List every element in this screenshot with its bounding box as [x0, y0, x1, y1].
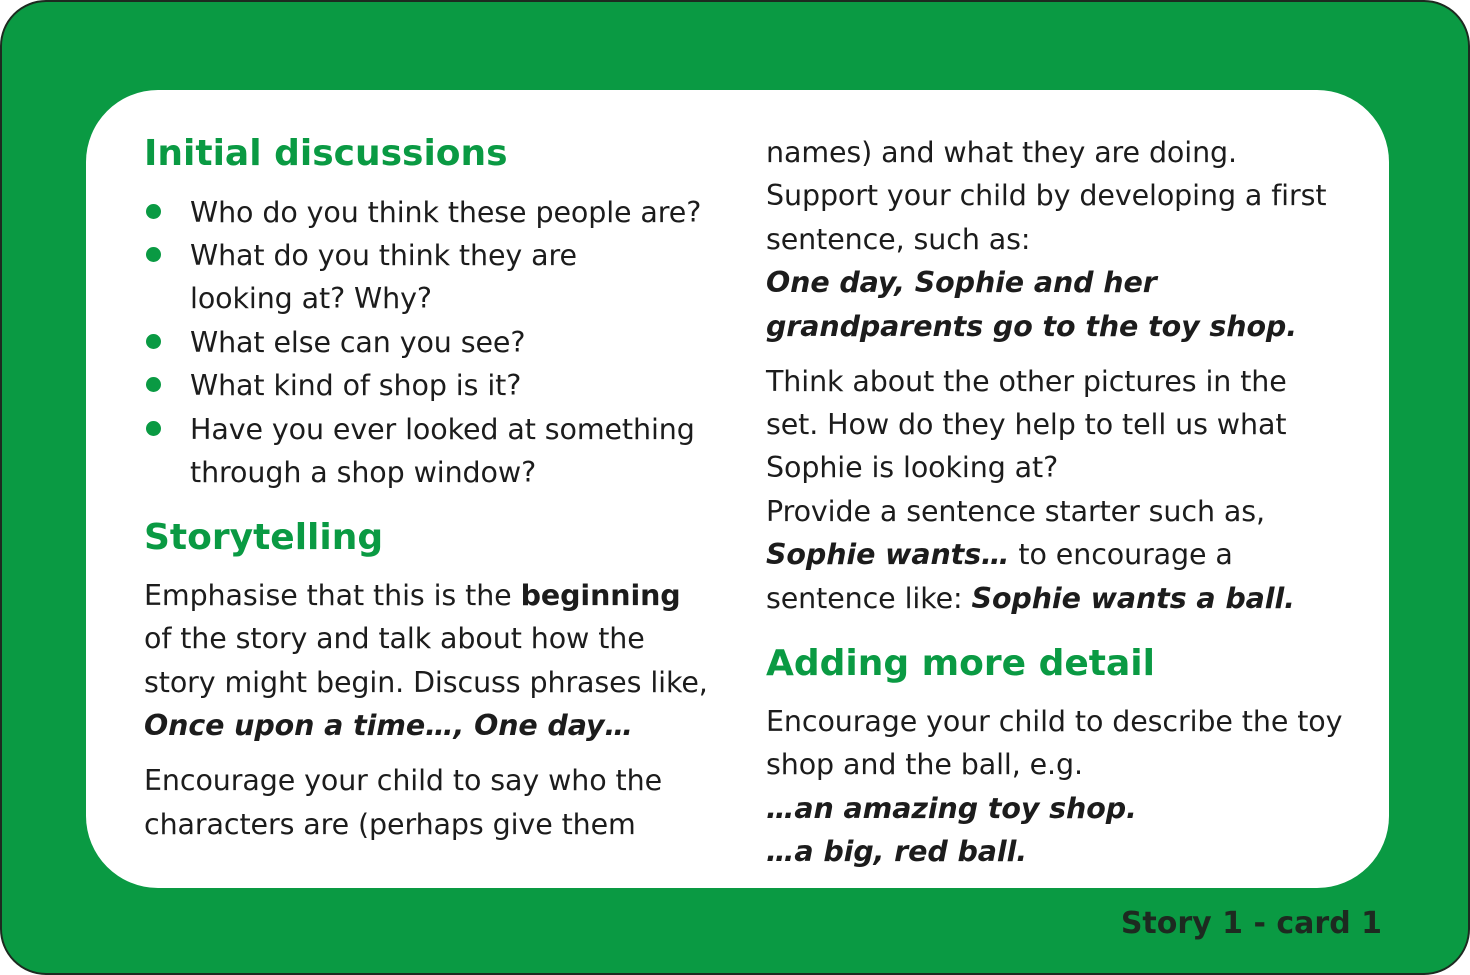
- paragraph-line: Sophie is looking at?: [766, 451, 1059, 484]
- storytelling-paragraph-line: Encourage your child to say who the: [144, 764, 663, 797]
- emphasis-text: beginning: [520, 579, 681, 612]
- paragraph-line: Provide a sentence starter such as,: [766, 495, 1265, 528]
- list-item-text: looking at? Why?: [190, 282, 432, 315]
- bullet-icon: [146, 334, 161, 349]
- bullet-icon: [146, 377, 161, 392]
- example-sentence: Sophie wants a ball.: [971, 582, 1295, 615]
- paragraph-line: set. How do they help to tell us what: [766, 408, 1287, 441]
- card-label: Story 1 - card 1: [1120, 906, 1382, 941]
- text-run: Emphasise that this is the: [144, 579, 521, 612]
- example-phrases: Once upon a time…, One day…: [144, 709, 633, 742]
- storytelling-paragraph-line: [144, 576, 681, 616]
- content-panel: [86, 90, 1389, 888]
- sentence-starter: Sophie wants…: [766, 538, 1010, 571]
- paragraph-line: sentence, such as:: [766, 223, 1031, 256]
- paragraph-line: [766, 535, 1233, 575]
- paragraph-line: Support your child by developing a first: [766, 179, 1327, 212]
- example-sentence: grandparents go to the toy shop.: [766, 310, 1297, 343]
- bullet-icon: [146, 247, 161, 262]
- text-run: sentence like:: [766, 582, 972, 615]
- list-item-text: Have you ever looked at something: [190, 413, 695, 446]
- paragraph-line: [766, 579, 1295, 619]
- storytelling-paragraph-line: characters are (perhaps give them: [144, 808, 636, 841]
- list-item-text: What do you think they are: [190, 239, 577, 272]
- list-item-text: What else can you see?: [190, 326, 526, 359]
- adding-more-detail-heading: Adding more detail: [766, 643, 1155, 684]
- text-run: to encourage a: [1009, 538, 1233, 571]
- initial-discussions-heading: Initial discussions: [144, 133, 508, 174]
- example-sentence: One day, Sophie and her: [766, 266, 1157, 299]
- list-item-text: What kind of shop is it?: [190, 369, 522, 402]
- paragraph-line: names) and what they are doing.: [766, 136, 1238, 169]
- bullet-icon: [146, 421, 161, 436]
- list-item-text: Who do you think these people are?: [190, 196, 702, 229]
- example-phrase: …a big, red ball.: [766, 835, 1027, 868]
- bullet-icon: [146, 204, 161, 219]
- storytelling-paragraph-line: story might begin. Discuss phrases like,: [144, 666, 708, 699]
- paragraph-line: Think about the other pictures in the: [766, 365, 1287, 398]
- paragraph-line: Encourage your child to describe the toy: [766, 705, 1343, 738]
- paragraph-line: shop and the ball, e.g.: [766, 748, 1083, 781]
- example-phrase: …an amazing toy shop.: [766, 792, 1137, 825]
- storytelling-heading: Storytelling: [144, 517, 384, 558]
- list-item-text: through a shop window?: [190, 456, 537, 489]
- storytelling-paragraph-line: of the story and talk about how the: [144, 622, 645, 655]
